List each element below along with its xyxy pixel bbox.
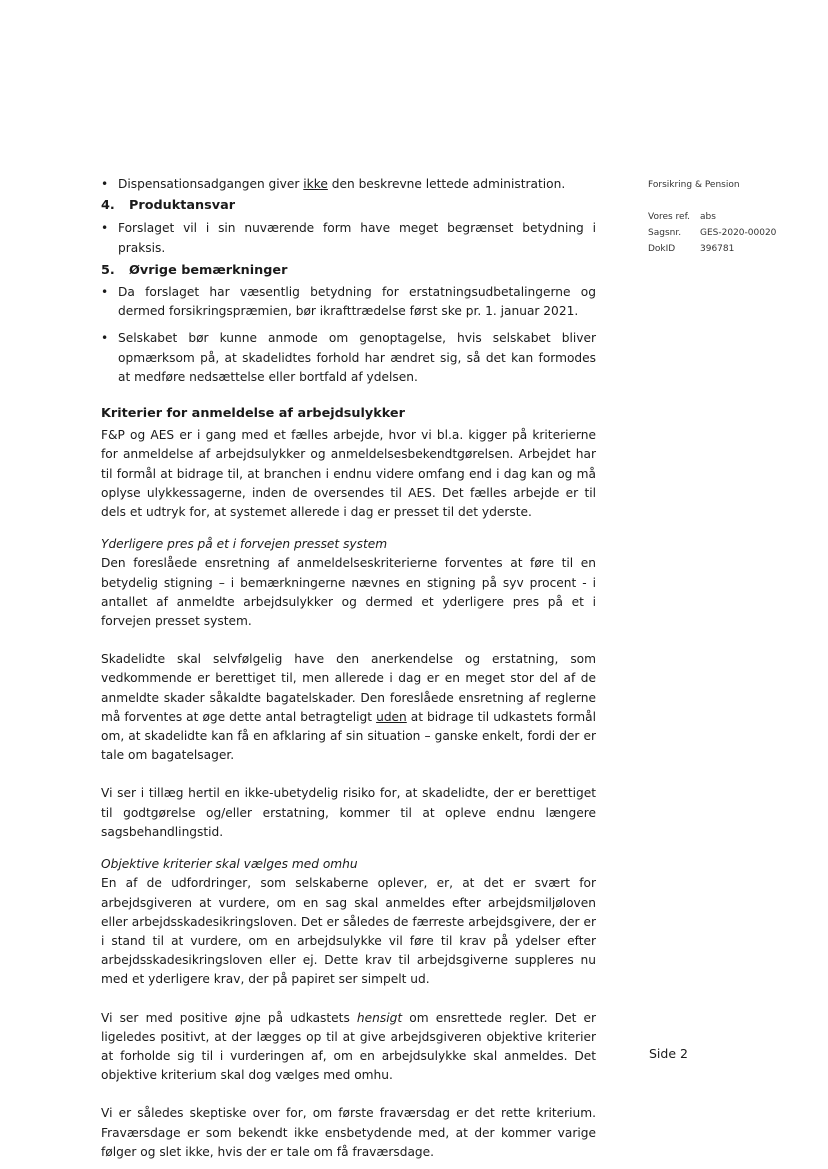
meta-row xyxy=(648,210,776,226)
document-meta-sidebar xyxy=(648,178,776,258)
bullet-produktansvar: • Forslaget vil i sin nuværende form have meget begrænset betydning i praksis. xyxy=(101,219,596,257)
meta-row xyxy=(648,226,776,242)
heading-ovrige xyxy=(101,261,596,280)
meta-value: 396781 xyxy=(700,244,735,254)
subheading: Yderligere pres på et i forvejen presset system xyxy=(101,537,388,552)
bullet-dispensation xyxy=(101,175,596,194)
paragraph: Vi ser i tillæg hertil en ikke-ubetydelig risiko for, at skadelidte, der er berettiget til godtgørelse og/eller erstatning, kommer til at opleve endnu længere sagsbehandlingstid. xyxy=(101,786,596,839)
organization-name: Forsikring & Pension xyxy=(648,180,740,190)
paragraph: F&P og AES er i gang med et fælles arbejde, hvor vi bl.a. kigger på kriterierne for anmeldelse af arbejdsulykker og anmeldelsesbekendtgørelsen. Arbejdet har til formål at bidrage til, at branchen i endnu videre omfang end i dag kan og må oplyse ulykkessagerne, inden de oversendes til AES. Det fælles arbejde er til dels et udtryk for, at systemet allerede i dag er presset til det yderste. xyxy=(101,428,596,520)
subheading: Objektive kriterier skal vælges med omhu xyxy=(101,857,358,872)
paragraph xyxy=(101,650,596,765)
paragraph: En af de udfordringer, som selskaberne oplever, er, at det er svært for arbejdsgiveren at vurdere, om en sag skal anmeldes efter arbejdsmiljøloven eller arbejdsskadesikringsloven. Det er således de færreste arbejdsgivere, der er i stand til at vurdere, om en arbejdsulykke vil føre til krav på ydelser efter arbejdsskadesikringsloven eller ej. Dette krav til arbejdsgiverne suppleres nu med et yderligere krav, der på papiret ser simpelt ud. xyxy=(101,876,596,987)
paragraph-text: Vi ser med positive øjne på udkastets xyxy=(101,1010,357,1025)
paragraph-text: at bidrage til udkastets formål om, at skadelidte kan få en afklaring af sin situation – ganske enkelt, fordi der er tale om bagatelsager. xyxy=(101,709,597,763)
paragraph: Den foreslåede ensretning af anmeldelseskriterierne forventes at føre til en betydelig stigning – i bemærkningerne nævnes en stigning på syv procent - i antallet af anmeldte arbejdsulykker og dermed et yderligere pres på et i forvejen presset system. xyxy=(101,556,596,629)
meta-label: Vores ref. xyxy=(648,212,690,222)
bullet-text: Dispensationsadgangen giver xyxy=(118,177,304,191)
meta-value: abs xyxy=(700,212,716,222)
paragraph-text: Skadelidte skal selvfølgelig have den anerkendelse og erstatning, som vedkommende er berettiget til, men allerede i dag er en meget stor del af de anmeldte skader såkaldte bagatelskader. Den foreslåede ensretning af reglerne må forventes at øge dette antal betragteligt xyxy=(101,652,596,724)
underlined-word: uden xyxy=(376,709,407,724)
meta-label: Sagsnr. xyxy=(648,228,682,238)
italic-word: hensigt xyxy=(356,1010,403,1025)
heading-produktansvar xyxy=(101,196,596,215)
heading-number: 4. xyxy=(101,198,115,214)
underlined-word: ikke xyxy=(303,177,328,191)
bullet-ikrafttraedelse: • Da forslaget har væsentlig betydning for erstatningsudbetalingerne og dermed forsikringspræmien, bør ikrafttrædelse først ske pr. 1. januar 2021. xyxy=(101,283,596,321)
meta-label: DokID xyxy=(648,244,676,254)
document-body xyxy=(101,175,596,1162)
meta-row xyxy=(648,242,776,258)
heading-title: Øvrige bemærkninger xyxy=(129,262,288,278)
bullet-genoptagelse: • Selskabet bør kunne anmode om genoptagelse, hvis selskabet bliver opmærksom på, at skadelidtes forhold har ændret sig, så det kan formodes at medføre nedsættelse eller bortfald af ydelsen. xyxy=(101,329,596,387)
heading-number: 5. xyxy=(101,262,115,278)
paragraph xyxy=(101,1009,596,1086)
paragraph-text: om ensrettede regler. Det er ligeledes positivt, at der lægges op til at give arbejdsgiveren objektive kriterier at forholde sig til i vurderingen af, om en arbejdsulykke skal anmeldes. Det objektive kriterium skal dog vælges med omhu. xyxy=(101,1010,596,1083)
page-number: Side 2 xyxy=(649,1046,688,1061)
section-title: Kriterier for anmeldelse af arbejdsulykker xyxy=(101,406,405,422)
paragraph: Vi er således skeptiske over for, om første fraværsdag er det rette kriterium. Fraværsdage er som bekendt ikke ensbetydende med, at der kommer varige følger og slet ikke, hvis der er tale om få fraværsdage. xyxy=(101,1106,596,1159)
meta-value: GES-2020-00020 xyxy=(700,228,777,238)
heading-title: Produktansvar xyxy=(129,198,236,214)
bullet-text: den beskrevne lettede administration. xyxy=(327,177,566,191)
